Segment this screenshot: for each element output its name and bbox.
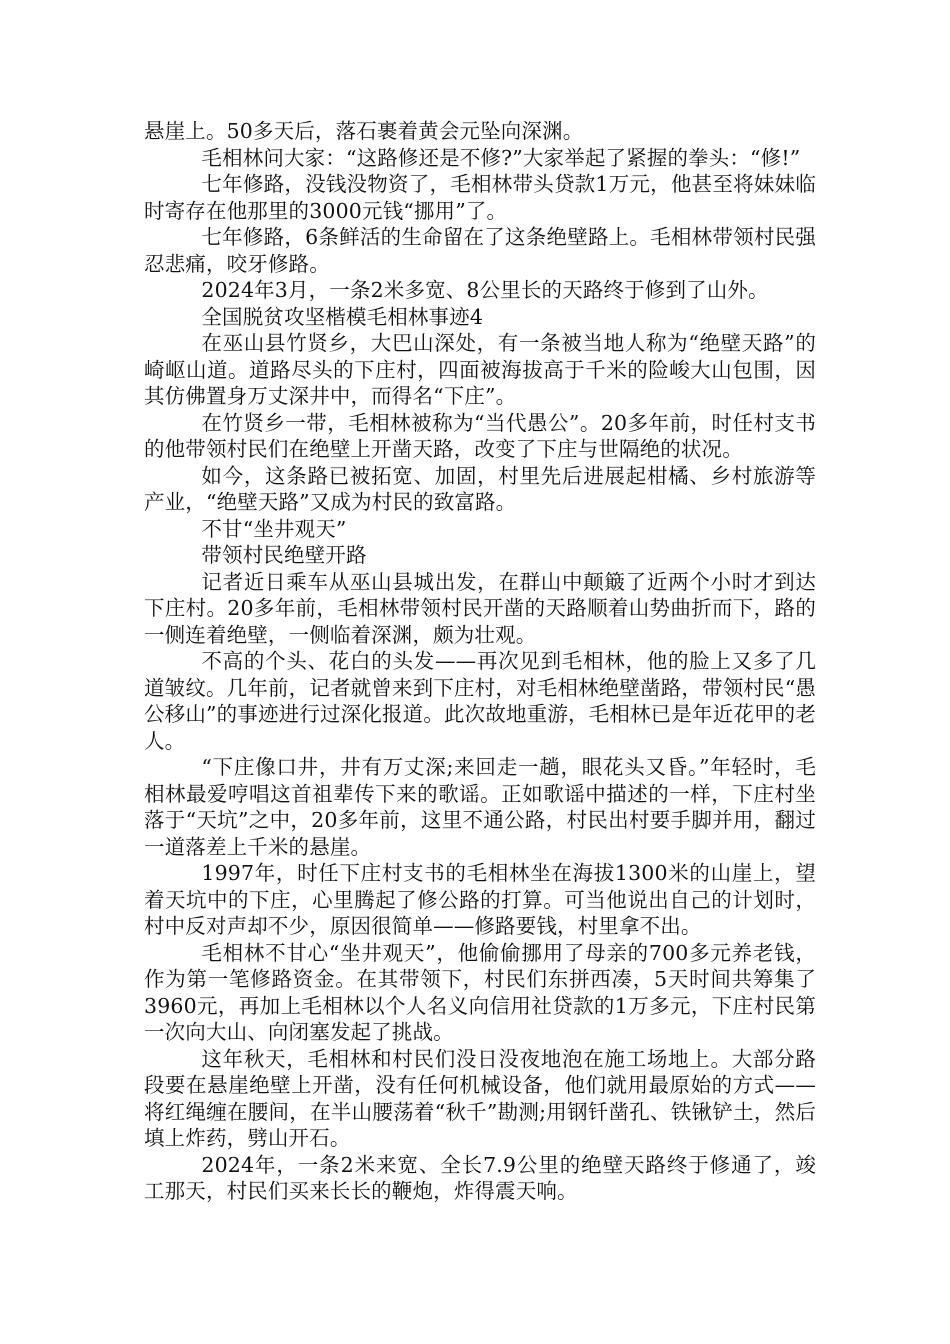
- paragraph: “下庄像口井，井有万丈深;来回走一趟，眼花头又昏。”年轻时，毛相林最爱哼唱这首祖辈传下来的歌谣。正如歌谣中描述的一样，下庄村坐落于“天坑”之中，20多年前，这里不通公路，村民出村要手脚并用，翻过一道落差上千米的悬崖。: [144, 755, 816, 859]
- paragraph: 2024年3月，一条2米多宽、8公里长的天路终于修到了山外。: [201, 278, 769, 302]
- paragraph: 在巫山县竹贤乡，大巴山深处，有一条被当地人称为“绝壁天路”的崎岖山道。道路尽头的下庄村，四面被海拔高于千米的险峻大山包围，因其仿佛置身万丈深井中，而得名“下庄”。: [144, 331, 816, 408]
- paragraph: 七年修路，没钱没物资了，毛相林带头贷款1万元，他甚至将妹妹临时寄存在他那里的3000元钱“挪用”了。: [144, 172, 816, 223]
- paragraph: 毛相林不甘心“坐井观天”，他偷偷挪用了母亲的700多元养老钱，作为第一笔修路资金。在其带领下，村民们东拼西凑，5天时间共筹集了3960元，再加上毛相林以个人名义向信用社贷款的1万多元，下庄村民第一次向大山、向闭塞发起了挑战。: [144, 940, 816, 1044]
- subheading: 带领村民绝壁开路: [201, 543, 367, 567]
- paragraph: 2024年，一条2米来宽、全长7.9公里的绝壁天路终于修通了，竣工那天，村民们买来长长的鞭炮，炸得震天响。: [144, 1152, 816, 1203]
- paragraph: 悬崖上。50多天后，落石裹着黄会元坠向深渊。: [144, 119, 584, 143]
- document-page: [144, 118, 816, 1205]
- subheading: 不甘“坐井观天”: [201, 516, 347, 541]
- paragraph: 这年秋天，毛相林和村民们没日没夜地泡在施工场地上。大部分路段要在悬崖绝壁上开凿，没有任何机械设备，他们就用最原始的方式——将红绳缠在腰间，在半山腰荡着“秋千”勘测;用钢钎凿孔、铁锹铲土，然后填上炸药，劈山开石。: [144, 1046, 816, 1150]
- paragraph: 如今，这条路已被拓宽、加固，村里先后进展起柑橘、乡村旅游等产业，“绝壁天路”又成为村民的致富路。: [144, 463, 816, 514]
- section-title: 全国脱贫攻坚楷模毛相林事迹4: [201, 304, 484, 329]
- paragraph: 毛相林问大家：“这路修还是不修?”大家举起了紧握的拳头：“修!”: [201, 145, 801, 170]
- paragraph: 在竹贤乡一带，毛相林被称为“当代愚公”。20多年前，时任村支书的他带领村民们在绝壁上开凿天路，改变了下庄与世隔绝的状况。: [144, 410, 816, 461]
- paragraph: 不高的个头、花白的头发——再次见到毛相林，他的脸上又多了几道皱纹。几年前，记者就曾来到下庄村，对毛相林绝壁凿路，带领村民“愚公移山”的事迹进行过深化报道。此次故地重游，毛相林已是年近花甲的老人。: [144, 649, 816, 753]
- paragraph: 记者近日乘车从巫山县城出发，在群山中颠簸了近两个小时才到达下庄村。20多年前，毛相林带领村民开凿的天路顺着山势曲折而下，路的一侧连着绝壁，一侧临着深渊，颇为壮观。: [144, 569, 816, 647]
- paragraph: 七年修路，6条鲜活的生命留在了这条绝壁路上。毛相林带领村民强忍悲痛，咬牙修路。: [144, 225, 816, 276]
- paragraph: 1997年，时任下庄村支书的毛相林坐在海拔1300米的山崖上，望着天坑中的下庄，心里腾起了修公路的打算。可当他说出自己的计划时，村中反对声却不少，原因很简单——修路要钱，村里拿不出。: [144, 861, 816, 938]
